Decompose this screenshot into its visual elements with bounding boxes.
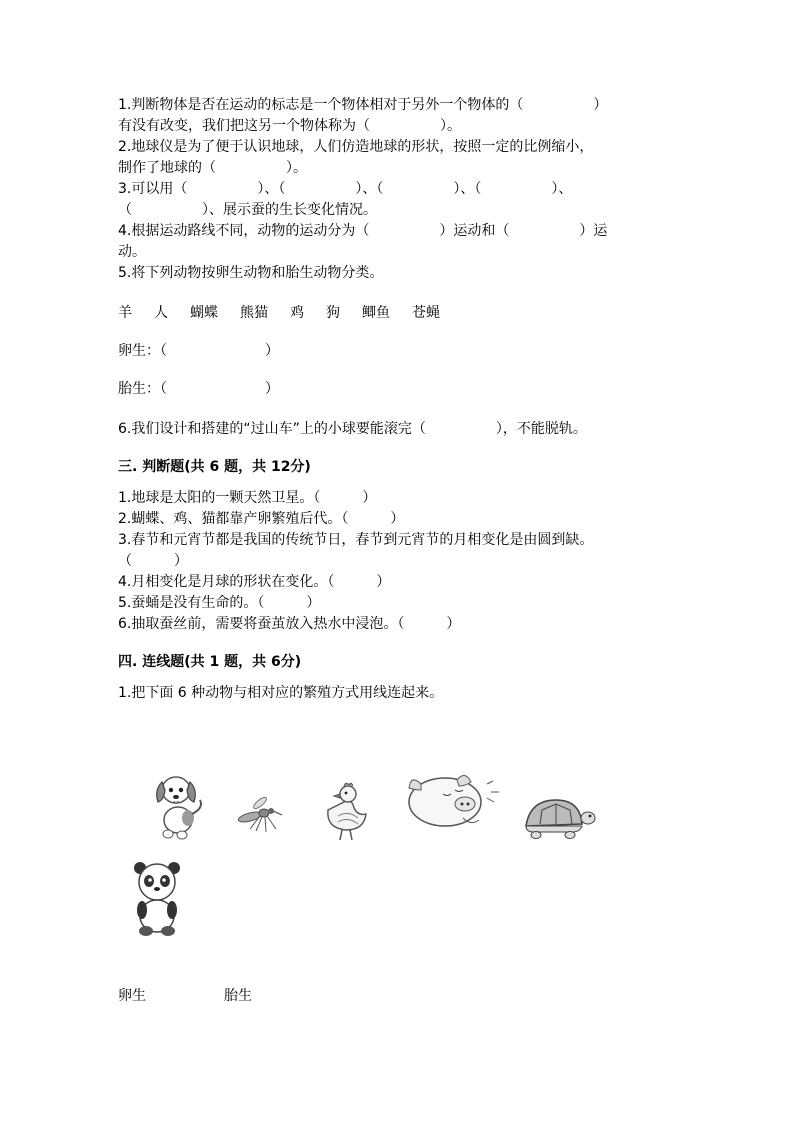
animal-item: 人	[154, 305, 168, 321]
fill-q3-line2: （ ）、展示蚕的生长变化情况。	[118, 202, 377, 218]
fill-q2-line1: 2.地球仪是为了便于认识地球，人们仿造地球的形状，按照一定的比例缩小，	[118, 139, 594, 155]
animal-item: 鸡	[290, 305, 304, 321]
judge-section-title: 三. 判断题(共 6 题，共 12分)	[118, 459, 311, 475]
turtle-icon	[520, 794, 596, 840]
judge-q6: 6.抽取蚕丝前，需要将蚕茧放入热水中浸泡。（ ）	[118, 616, 461, 632]
judge-q3-line2: （ ）	[118, 553, 188, 569]
mosquito-icon	[230, 795, 285, 835]
panda-icon	[132, 860, 182, 938]
animal-item: 羊	[118, 305, 132, 321]
viviparous-answer: 胎生：（ ）	[118, 381, 279, 397]
fill-q5: 5.将下列动物按卵生动物和胎生动物分类。	[118, 265, 384, 281]
animal-item: 熊猫	[240, 305, 268, 321]
animal-item: 狗	[326, 305, 340, 321]
hen-icon	[318, 780, 376, 842]
judge-q5: 5.蚕蛹是没有生命的。（ ）	[118, 595, 321, 611]
fill-q1-line1: 1.判断物体是否在运动的标志是一个物体相对于另外一个物体的（ ）	[118, 97, 608, 113]
fill-q3-line1: 3.可以用（ ）、（ ）、（ ）、（ ）、	[118, 181, 573, 197]
judge-q4: 4.月相变化是月球的形状在变化。（ ）	[118, 574, 391, 590]
matching-q1: 1.把下面 6 种动物与相对应的繁殖方式用线连起来。	[118, 685, 444, 701]
pig-icon	[403, 770, 503, 832]
fill-q6: 6.我们设计和搭建的“过山车”上的小球要能滚完（ ），不能脱轨。	[118, 421, 587, 437]
fill-q1-line2: 有没有改变，我们把这另一个物体称为（ ）。	[118, 118, 461, 134]
animal-item: 蝴蝶	[190, 305, 218, 321]
judge-q3-line1: 3.春节和元宵节都是我国的传统节日，春节到元宵节的月相变化是由圆到缺。	[118, 532, 594, 548]
oviparous-label: 卵生	[118, 988, 146, 1004]
fill-q2-line2: 制作了地球的（ ）。	[118, 160, 307, 176]
judge-q1: 1.地球是太阳的一颗天然卫星。（ ）	[118, 490, 377, 506]
animal-item: 苍蝇	[412, 305, 440, 321]
matching-section-title: 四. 连线题(共 1 题，共 6分)	[118, 654, 302, 670]
judge-q2: 2.蝴蝶、鸡、猫都靠产卵繁殖后代。（ ）	[118, 511, 405, 527]
viviparous-label: 胎生	[224, 988, 252, 1004]
animal-item: 鲫鱼	[362, 305, 390, 321]
oviparous-answer: 卵生：（ ）	[118, 343, 279, 359]
worksheet-content	[118, 95, 668, 704]
animal-list	[118, 302, 668, 324]
fill-q4-line1: 4.根据运动路线不同，动物的运动分为（ ）运动和（ ）运	[118, 223, 608, 239]
fill-q4-line2: 动。	[118, 244, 146, 260]
dog-icon	[148, 770, 210, 842]
